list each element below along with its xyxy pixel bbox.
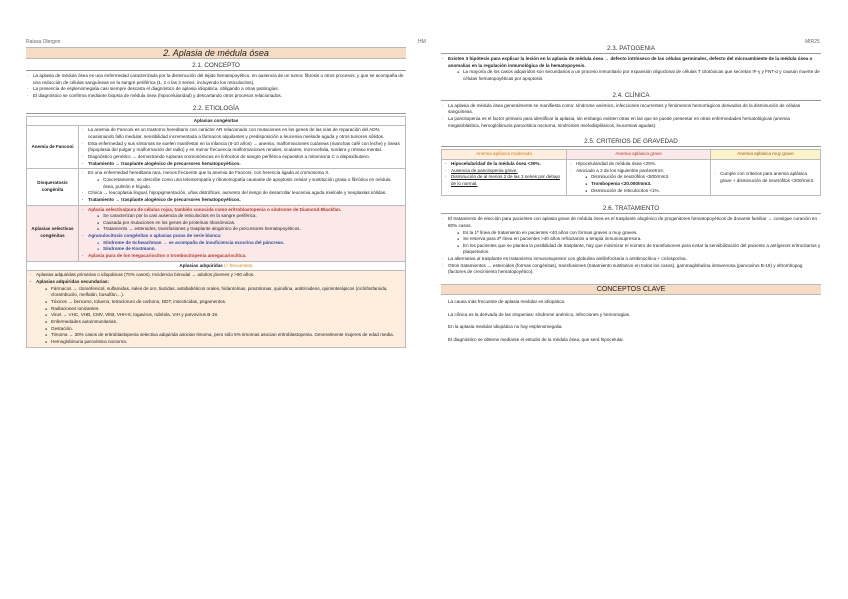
concepto-k2: La clínica es la derivada de las citopenias: síndrome anémico, infecciones y hemorragias. [448, 311, 631, 317]
left-column [26, 45, 406, 348]
trat-t1: · El tratamiento de elección para pacientes con aplasia grave de médula ósea es el trasplante alogénico de progenitores hematopoyéticos de donante familiar → consigue curación en 80% casos. [441, 216, 821, 229]
grav-c2a: · Hipocelularidad de médula ósea <25%. [569, 161, 708, 168]
adq-item-6: ● Timoma → 30% casos de eritroblastopenia selectiva adquirida asocian timoma, pero sólo 5% timomas asocian eritroblastopenia. Generalmente mujeres de edad media. [29, 332, 403, 339]
fanconi-t3: · Diagnóstico genético → demostrando rupturas cromosómicas en linfocitos de sangre periférica expuestos a mitomicina C o diepoxibutano. [81, 154, 403, 161]
concepto-k4: El diagnóstico se obtiene mediante el estudio de la médula ósea, que será hipocelular. [448, 337, 624, 343]
conceptos-heading: CONCEPTOS CLAVE [441, 284, 821, 295]
sel-s4: ● Síndrome de Schwachman → se acompaña de insuficiencia exocrina del páncreas. [81, 240, 403, 247]
grav-c1a: · Hipocelularidad de la médula ósea <30%. [444, 161, 564, 168]
grav-c3: · Cumple con criterios para anemia aplásica grave + disminución de neutrófilos <200/mm3. [713, 171, 818, 184]
disq-t1: · Es una enfermedad hereditaria rara, menos frecuente que la anemia de Fanconi, con herencia ligada al cromosoma X. [81, 170, 403, 177]
section-patogenia: 2.3. PATOGENIA [441, 45, 821, 54]
concepto-p3: · El diagnóstico se confirma mediante biopsia de médula ósea (hipocelularidad) y descartando otros procesos relacionados. [26, 93, 406, 100]
grav-cell-2 [711, 159, 821, 195]
disqueratosis-cell [79, 169, 406, 205]
adq-t1: · Aplasias adquiridas primarias o idiopáticas (70% casos). Incidencia bimodal → adultos jóvenes y >60 años. [29, 272, 403, 279]
etiologia-table [26, 116, 406, 348]
adq-item-7: ● Hemoglobinuria paroxística nocturna. [29, 339, 403, 346]
adq-t2: · Aplasias adquiridas secundarias: [29, 279, 403, 286]
sel-t1: · Aplasia selectiva/pura de células rojas, también conocida como eritroblastopenia o síndrome de Diamond-Blackfan. [81, 207, 403, 214]
fanconi-t2: · Esta enfermedad y sus síntomas se suelen manifestar en la infancia (5-10 años) → anemia, malformaciones cutáneas (manchas café con leche) y óseas (hipoplasia del pulgar y malformación del radio) y en menor frecuencia malformaciones renales, oculares, microcefalia, sordera y retraso mental. [81, 141, 403, 154]
disqueratosis-label: Disqueratosis congénita [27, 169, 79, 205]
adq-item-5: ● Gestación. [29, 326, 403, 333]
patogenia-s1: ● La mayoría de los casos adquiridos son secundarios a un proceso inmunitario por expansión oligoclonal de células T citotóxicas que secretan IF-γ y FNT-α y causan muerte de células hematopoyéticas por apoptosis. [441, 69, 821, 82]
disq-t2: · Clínica → leucoplasia lingual, hipopigmentación, uñas distróficas, aumento del riesgo de desarrollar leucemia aguda mieloide y neoplasias sólidas. [81, 190, 403, 197]
gravedad-table [441, 149, 821, 196]
fanconi-cell [79, 126, 406, 169]
disq-t3: · Tratamiento → trasplante alogénico de precursores hematopoyéticos. [81, 197, 403, 204]
concepto-k1: La causa más frecuente de aplasia medular es idiopática. [448, 299, 566, 305]
sel-s2: ● Causada por mutaciones en los genes de proteínas ribosómicas. [81, 220, 403, 227]
adq-item-1: ● Tóxicos → benceno, tolueno, tetracloruro de carbono, DDT, insecticidas, pegamentos. [29, 299, 403, 306]
sel-t2: · Agranulocitosis congénitas o aplasias puras de serie blanca: [81, 233, 403, 240]
grav-c1b: · Ausencia de pancitopenia grave. [444, 168, 564, 175]
grav-cell-1 [567, 159, 711, 195]
sel-s5: ● Síndrome de Kostmann. [81, 246, 403, 253]
section-concepto: 2.1. CONCEPTO [26, 62, 406, 71]
trat-s1: ● Es la 1ª línea de tratamiento en pacientes <40 años con formas graves o muy graves. [441, 230, 821, 237]
section-clinica: 2.4. CLÍNICA [441, 92, 821, 101]
fanconi-label: Anemia de Fanconi [27, 126, 79, 169]
header-right: MIR25 [805, 39, 820, 45]
adq-item-4: ● Enfermedades autoinmunitarias. [29, 319, 403, 326]
patogenia-t1: · Existen 3 hipótesis para explicar la lesión en la aplasia de médula ósea → defecto intrínseco de las células germinales, defecto del microambiente de la médula ósea o anomalías en la regulación inmunológica de la hematopoyesis. [441, 56, 821, 69]
adquiridas-freq: (+ frecuentes) [224, 262, 253, 268]
trat-s3: ● En los pacientes que se plantea la posibilidad de trasplante, hay que minimizar el número de transfusiones para evitar la sensibilización del paciente a antígenos eritrocitarios y plaquetarios. [441, 243, 821, 256]
concepto-p1: · La aplasia de médula ósea es una enfermedad caracterizada por la disminución del tejido hematopoyético, en ausencia de un tumor, fibrosis u otros procesos, y que se acompaña de una reducción de células sanguíneas en la sangre periférica (1, 2 o las 3 series, incluyendo los reticulocitos). [26, 73, 406, 86]
adquiridas-title: Aplasias adquiridas [179, 262, 223, 268]
congenitas-header: Aplasias congénitas [27, 116, 406, 126]
concepto-k3: En la aplasia medular idiopática no hay esplenomegalia. [448, 324, 563, 330]
grav-c2b: · Asociado a 2 de los siguientes parámetros: [569, 168, 708, 175]
grav-c1c: · Disminución de al menos 2 de las 3 series por debajo de lo normal. [444, 174, 564, 187]
selectivas-cell [79, 205, 406, 261]
adq-item-3: ● Virus → VHC, VHB, CMV, VEB, VHH-6, togavirus, rubéola, VIH y parvovirus B-19. [29, 312, 403, 319]
header-left: Raissa Olergon [26, 39, 61, 45]
right-column [441, 45, 821, 344]
adquiridas-cell [27, 271, 406, 347]
grav-col-0: Anemia aplásica moderada [442, 150, 567, 160]
adq-item-0: ● Fármacos → cloranfenicol, sulfamidas, sales de oro, tiazidas, antidiabéticos orales, hidantoínas, pirazolonas, quinidina, antitiroideos, quimioterápicos (ciclofosfamida, clorambucilo, melfalán, busulfán…). [29, 286, 403, 299]
adq-item-2: ● Radiaciones ionizantes. [29, 306, 403, 313]
grav-c2c: ● Disminución de neutrófilos <500/mm3. [569, 174, 708, 181]
grav-cell-0 [442, 159, 567, 195]
section-gravedad: 2.5. CRITERIOS DE GRAVEDAD [441, 138, 821, 147]
disq-s1: ● Concretamente, se describe como una telomeropatía y ribosomopatía causante de apoptosis celular y sustitución grasa o fibrótica en médula ósea, pulmón e hígado. [81, 177, 403, 190]
adquiridas-header [27, 261, 406, 271]
selectivas-label: Aplasias selectivas congénitas [27, 205, 79, 261]
sel-s1: ● Se caracterizan por la casi ausencia de reticulocitos en la sangre periférica. [81, 213, 403, 220]
page-title: 2. Aplasia de médula ósea [26, 47, 406, 59]
grav-c2e: ● Disminución de reticulocitos <1%. [569, 188, 708, 195]
sel-t3: · Aplasia pura de los megacariocitos o trombocitopenia amegacariocítica. [81, 253, 403, 260]
grav-c2d: ● Trombopenia <20.000/mm3. [569, 181, 708, 188]
grav-col-2: Anemia aplásica muy grave [711, 150, 821, 160]
grav-col-1: Anemia aplásica grave [567, 150, 711, 160]
trat-s2: ● Se reserva para 2ª línea en pacientes >40 años refractarios a terapia inmunosupresora. [441, 236, 821, 243]
clinica-t1: · La aplasia de médula ósea generalmente se manifiesta como: síndrome anémico, infecciones recurrentes y fenómenos hemorrágicos derivados de la disminución de células sanguíneas. [441, 103, 821, 116]
section-etiologia: 2.2. ETIOLOGÍA [26, 105, 406, 114]
clinica-t2: · La pancitopenia es el factor primario para identificar la aplasia, sin embargo existen otras en las que se puede presentar en otras enfermedades hematológicas (anemia megaloblástica, hemoglobinuria paroxística nocturna, síndromes mielodisplásicos, leucemias agudas). [441, 116, 821, 129]
fanconi-t4: · Tratamiento → trasplante alogénico de precursores hematopoyéticos. [81, 161, 403, 168]
section-tratamiento: 2.6. TRATAMIENTO [441, 205, 821, 214]
trat-t3: · Otros tratamientos → esteroides (formas congénitas), transfusiones (tratamiento sustitutivo en todos los casos), gammaglobulina intravenosa (parvovirus B-19) y eltrombopag (factores de crecimiento hematopoyético). [441, 263, 821, 276]
trat-t2: · La alternativa al trasplante es tratamiento inmunosupresor con globulina antilinfocitaria o antitimocítica + ciclosporina. [441, 256, 821, 263]
concepto-p2: · La presencia de esplenomegalia casi siempre descarta el diagnóstico de aplasia idiopática, obligando a otras patologías. [26, 86, 406, 93]
fanconi-t1: · La anemia de Fanconi es un trastorno hereditario con carácter AR relacionado con mutaciones en los genes de las vías de reparación del ADN, ocasionando fallo medular, sensibilidad incrementada a fármacos alquilantes y predisposición a leucemia mieloide aguda y otros tumores sólidos. [81, 127, 403, 140]
header-center: HM [418, 39, 426, 45]
concepto-list [26, 73, 406, 100]
sel-s3: ● Tratamiento → esteroides, transfusiones y trasplante alogénico de precursores hematopoyéticos. [81, 226, 403, 233]
